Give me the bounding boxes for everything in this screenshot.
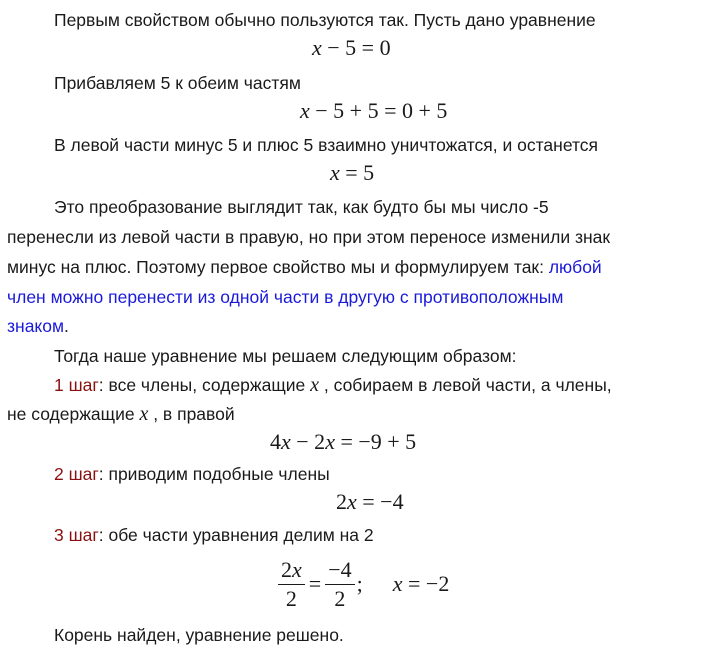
fraction-right: $\frac{-4}{2}$ xyxy=(325,556,354,613)
paragraph-conclusion: Корень найден, уравнение решено. xyxy=(54,625,344,645)
step-2-line: 2 шаг: приводим подобные члены xyxy=(54,464,330,484)
rule-highlight-start: любой xyxy=(548,257,602,277)
step-1-line1: 1 шаг: все члены, содержащие x , собираем в левой части, а члены, xyxy=(54,374,612,396)
paragraph-transform-line1: Это преобразование выглядит так, как будто бы мы число -5 xyxy=(54,197,549,217)
step-1-label: 1 шаг xyxy=(54,375,99,395)
equation-5: 2x = −4 xyxy=(336,489,404,514)
paragraph-intro: Первым свойством обычно пользуются так. Пусть дано уравнение xyxy=(54,10,596,30)
step-3-label: 3 шаг xyxy=(54,525,99,545)
equation-1: x − 5 = 0 xyxy=(312,35,391,60)
fraction-left: $\frac{2x}{2}$ xyxy=(278,556,305,613)
rule-highlight-end: знаком xyxy=(7,316,65,336)
equation-2: x − 5 + 5 = 0 + 5 xyxy=(300,98,448,123)
paragraph-transform-line2: перенесли из левой части в правую, но при этом переносе изменили знак xyxy=(7,227,611,247)
paragraph-transform-line5: знаком. xyxy=(7,316,69,336)
paragraph-cancel: В левой части минус 5 и плюс 5 взаимно уничтожатся, и останется xyxy=(54,135,599,155)
equation-6: $\frac{2x}{2}$ = $\frac{-4}{2}$ ; x = −2 xyxy=(278,552,449,616)
equation-4: 4x − 2x = −9 + 5 xyxy=(270,429,417,454)
step-1-line2: не содержащие x , в правой xyxy=(7,403,235,425)
step-3-line: 3 шаг: обе части уравнения делим на 2 xyxy=(54,525,374,545)
paragraph-add-5: Прибавляем 5 к обеим частям xyxy=(54,73,301,93)
rule-highlight-line2: член можно перенести из одной части в другую с противоположным xyxy=(7,287,564,307)
equation-3: x = 5 xyxy=(330,160,375,185)
paragraph-solve-intro: Тогда наше уравнение мы решаем следующим образом: xyxy=(54,346,517,366)
step-2-label: 2 шаг xyxy=(54,464,99,484)
paragraph-transform-line3: минус на плюс. Поэтому первое свойство мы и формулируем так: любой xyxy=(7,257,602,277)
